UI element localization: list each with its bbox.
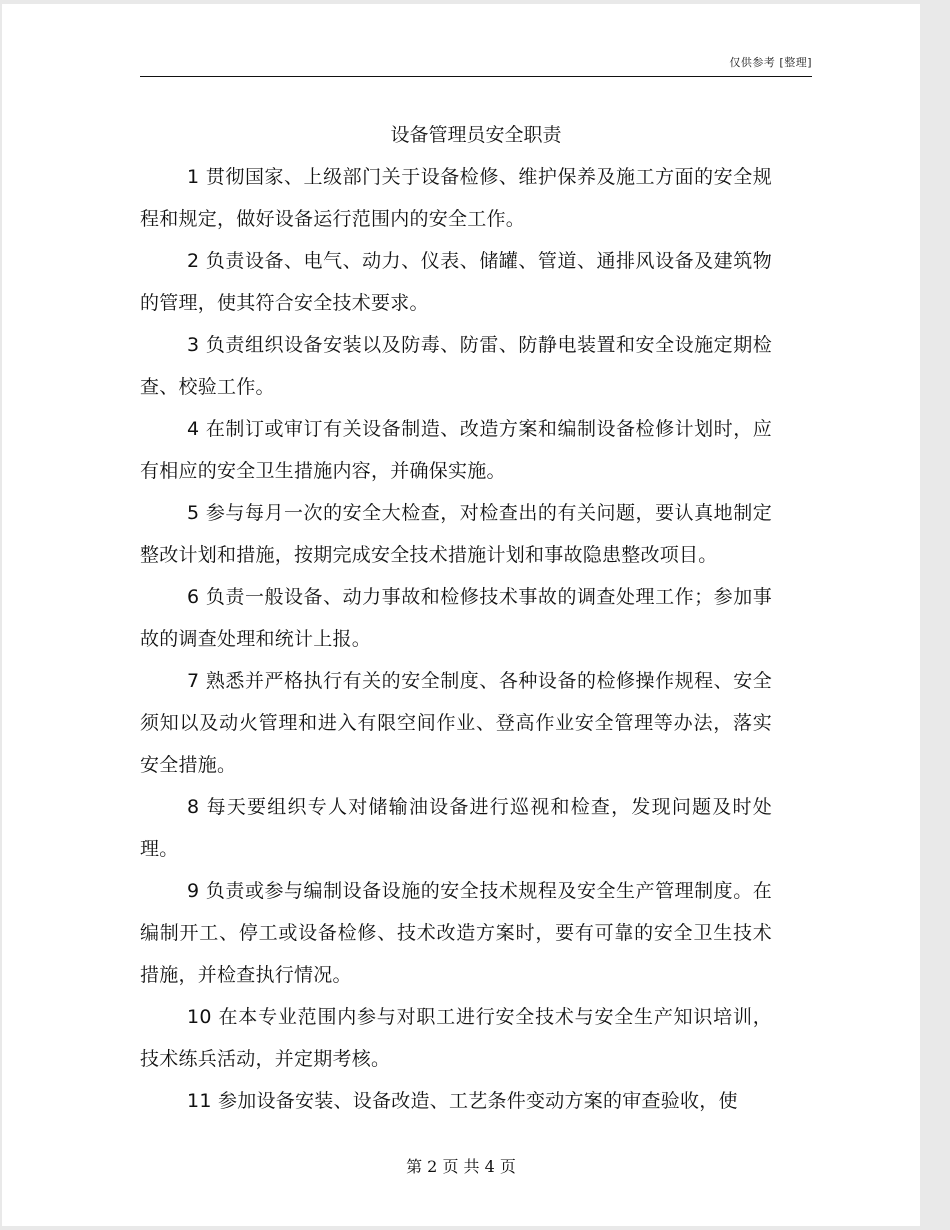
document-page	[2, 4, 920, 1226]
page-footer: 第 2 页 共 4 页	[406, 1157, 516, 1176]
paragraph-3: 3 负责组织设备安装以及防毒、防雷、防静电装置和安全设施定期检查、校验工作。	[140, 334, 772, 398]
header-rule	[140, 76, 812, 77]
paragraph-6: 6 负责一般设备、动力事故和检修技术事故的调查处理工作；参加事故的调查处理和统计上报。	[140, 586, 772, 650]
paragraph-4: 4 在制订或审订有关设备制造、改造方案和编制设备检修计划时，应有相应的安全卫生措施内容，并确保实施。	[140, 418, 772, 482]
document-title: 设备管理员安全职责	[390, 124, 562, 146]
paragraph-7: 7 熟悉并严格执行有关的安全制度、各种设备的检修操作规程、安全须知以及动火管理和进入有限空间作业、登高作业安全管理等办法，落实安全措施。	[140, 670, 772, 776]
paragraph-10: 10 在本专业范围内参与对职工进行安全技术与安全生产知识培训，技术练兵活动，并定期考核。	[140, 1006, 772, 1070]
paragraph-9: 9 负责或参与编制设备设施的安全技术规程及安全生产管理制度。在编制开工、停工或设备检修、技术改造方案时，要有可靠的安全卫生技术措施，并检查执行情况。	[140, 880, 772, 986]
paragraph-8: 8 每天要组织专人对储输油设备进行巡视和检查，发现问题及时处理。	[140, 796, 772, 860]
paragraph-11: 11 参加设备安装、设备改造、工艺条件变动方案的审查验收，使	[187, 1090, 738, 1112]
paragraph-1: 1 贯彻国家、上级部门关于设备检修、维护保养及施工方面的安全规程和规定，做好设备运行范围内的安全工作。	[140, 166, 772, 230]
paragraph-2: 2 负责设备、电气、动力、仪表、储罐、管道、通排风设备及建筑物的管理，使其符合安全技术要求。	[140, 250, 772, 314]
paragraph-5: 5 参与每月一次的安全大检查，对检查出的有关问题，要认真地制定整改计划和措施，按期完成安全技术措施计划和事故隐患整改项目。	[140, 502, 772, 566]
document-body	[140, 156, 772, 1122]
page-header: 仅供参考 [整理]	[729, 56, 812, 69]
